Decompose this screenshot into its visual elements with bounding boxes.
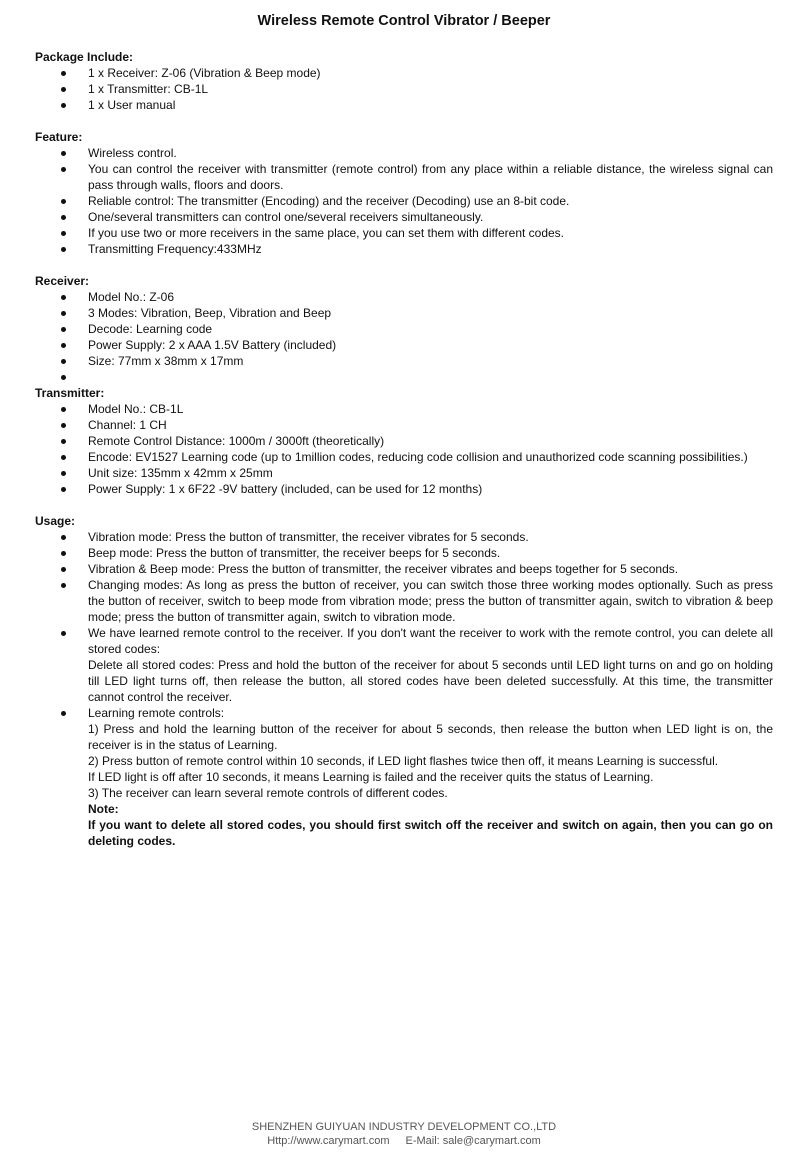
list-item: Wireless control. — [35, 145, 773, 161]
list-item-delete-codes — [35, 625, 773, 705]
list-item-learning — [35, 705, 773, 849]
receiver-section — [35, 273, 773, 385]
bullet-icon — [61, 439, 66, 444]
page-title: Wireless Remote Control Vibrator / Beeper — [257, 13, 551, 29]
footer-contact — [0, 1134, 808, 1148]
bullet-icon — [61, 167, 66, 172]
list-item: 1 x User manual — [35, 97, 773, 113]
learning-step-2b: If LED light is off after 10 seconds, it means Learning is failed and the receiver quits the status of Learning. — [88, 770, 654, 784]
feature-list — [35, 145, 773, 257]
list-item-empty — [35, 369, 773, 385]
page-footer — [0, 1120, 808, 1148]
document-body — [35, 49, 773, 865]
list-item: 1 x Transmitter: CB-1L — [35, 81, 773, 97]
receiver-list — [35, 289, 773, 385]
list-item: Power Supply: 1 x 6F22 -9V battery (included, can be used for 12 months) — [35, 481, 773, 497]
bullet-icon — [61, 455, 66, 460]
bullet-icon — [61, 423, 66, 428]
bullet-icon — [61, 311, 66, 316]
footer-email: E-Mail: sale@carymart.com — [405, 1135, 541, 1147]
usage-heading: Usage: — [35, 514, 76, 528]
list-item: If you use two or more receivers in the same place, you can set them with different codes. — [35, 225, 773, 241]
bullet-icon — [61, 583, 66, 588]
bullet-icon — [61, 487, 66, 492]
list-item: Changing modes: As long as press the button of receiver, you can switch those three working modes optionally. Such as press the button of receiver, switch to beep mode from vibration mode; press the button of transmitter again, switch to vibration & beep mode; press the button of transmitter again, switch to vibration mode. — [35, 577, 773, 625]
transmitter-heading: Transmitter: — [35, 386, 105, 400]
package-section — [35, 49, 773, 113]
note-heading: Note: — [88, 802, 119, 816]
bullet-icon — [61, 343, 66, 348]
bullet-icon — [61, 407, 66, 412]
transmitter-section — [35, 385, 773, 497]
learning-heading: Learning remote controls: — [88, 706, 225, 720]
list-item: Vibration mode: Press the button of transmitter, the receiver vibrates for 5 seconds. — [35, 529, 773, 545]
list-item: Model No.: Z-06 — [35, 289, 773, 305]
learning-step-3: 3) The receiver can learn several remote controls of different codes. — [88, 786, 448, 800]
bullet-icon — [61, 567, 66, 572]
list-item: 1 x Receiver: Z-06 (Vibration & Beep mode) — [35, 65, 773, 81]
bullet-icon — [61, 359, 66, 364]
feature-heading: Feature: — [35, 130, 83, 144]
learning-step-2: 2) Press button of remote control within 10 seconds, if LED light flashes twice then off, it means Learning is successful. — [88, 754, 719, 768]
delete-text: Delete all stored codes: Press and hold the button of the receiver for about 5 seconds until LED light turns on and go on holding till LED light turns off, then release the button, all stored codes have been deleted successfully. At this time, the transmitter cannot control the receiver. — [88, 658, 773, 704]
note-text: If you want to delete all stored codes, you should first switch off the receiver and switch on again, then you can go on deleting codes. — [88, 818, 773, 848]
bullet-icon — [61, 375, 66, 380]
list-item: Size: 77mm x 38mm x 17mm — [35, 353, 773, 369]
usage-section — [35, 513, 773, 849]
list-item: 3 Modes: Vibration, Beep, Vibration and Beep — [35, 305, 773, 321]
bullet-icon — [61, 551, 66, 556]
list-item: Remote Control Distance: 1000m / 3000ft (theoretically) — [35, 433, 773, 449]
transmitter-list — [35, 401, 773, 497]
list-item: Model No.: CB-1L — [35, 401, 773, 417]
package-heading: Package Include: — [35, 50, 134, 64]
bullet-icon — [61, 327, 66, 332]
bullet-icon — [61, 471, 66, 476]
bullet-icon — [61, 151, 66, 156]
bullet-icon — [61, 103, 66, 108]
bullet-icon — [61, 631, 66, 636]
bullet-icon — [61, 295, 66, 300]
bullet-icon — [61, 231, 66, 236]
list-item: Unit size: 135mm x 42mm x 25mm — [35, 465, 773, 481]
footer-website: Http://www.carymart.com — [267, 1135, 390, 1147]
footer-company: SHENZHEN GUIYUAN INDUSTRY DEVELOPMENT CO.,LTD — [251, 1121, 557, 1133]
bullet-icon — [61, 711, 66, 716]
list-item: One/several transmitters can control one/several receivers simultaneously. — [35, 209, 773, 225]
list-item: Encode: EV1527 Learning code (up to 1million codes, reducing code collision and unauthorized code scanning possibilities.) — [35, 449, 773, 465]
bullet-icon — [61, 215, 66, 220]
bullet-icon — [61, 199, 66, 204]
list-item: Channel: 1 CH — [35, 417, 773, 433]
receiver-heading: Receiver: — [35, 274, 90, 288]
bullet-icon — [61, 535, 66, 540]
bullet-icon — [61, 87, 66, 92]
list-item: Transmitting Frequency:433MHz — [35, 241, 773, 257]
usage-list — [35, 529, 773, 849]
list-item: Reliable control: The transmitter (Encoding) and the receiver (Decoding) use an 8-bit code. — [35, 193, 773, 209]
feature-section — [35, 129, 773, 257]
learning-step-1: 1) Press and hold the learning button of the receiver for about 5 seconds, then release the button when LED light is on, the receiver is in the status of Learning. — [88, 722, 773, 752]
list-item: Power Supply: 2 x AAA 1.5V Battery (included) — [35, 337, 773, 353]
delete-intro: We have learned remote control to the receiver. If you don't want the receiver to work with the remote control, you can delete all stored codes: — [88, 626, 773, 656]
list-item: Vibration & Beep mode: Press the button of transmitter, the receiver vibrates and beeps together for 5 seconds. — [35, 561, 773, 577]
bullet-icon — [61, 71, 66, 76]
list-item: Decode: Learning code — [35, 321, 773, 337]
bullet-icon — [61, 247, 66, 252]
list-item: You can control the receiver with transmitter (remote control) from any place within a reliable distance, the wireless signal can pass through walls, floors and doors. — [35, 161, 773, 193]
list-item: Beep mode: Press the button of transmitter, the receiver beeps for 5 seconds. — [35, 545, 773, 561]
package-list — [35, 65, 773, 113]
